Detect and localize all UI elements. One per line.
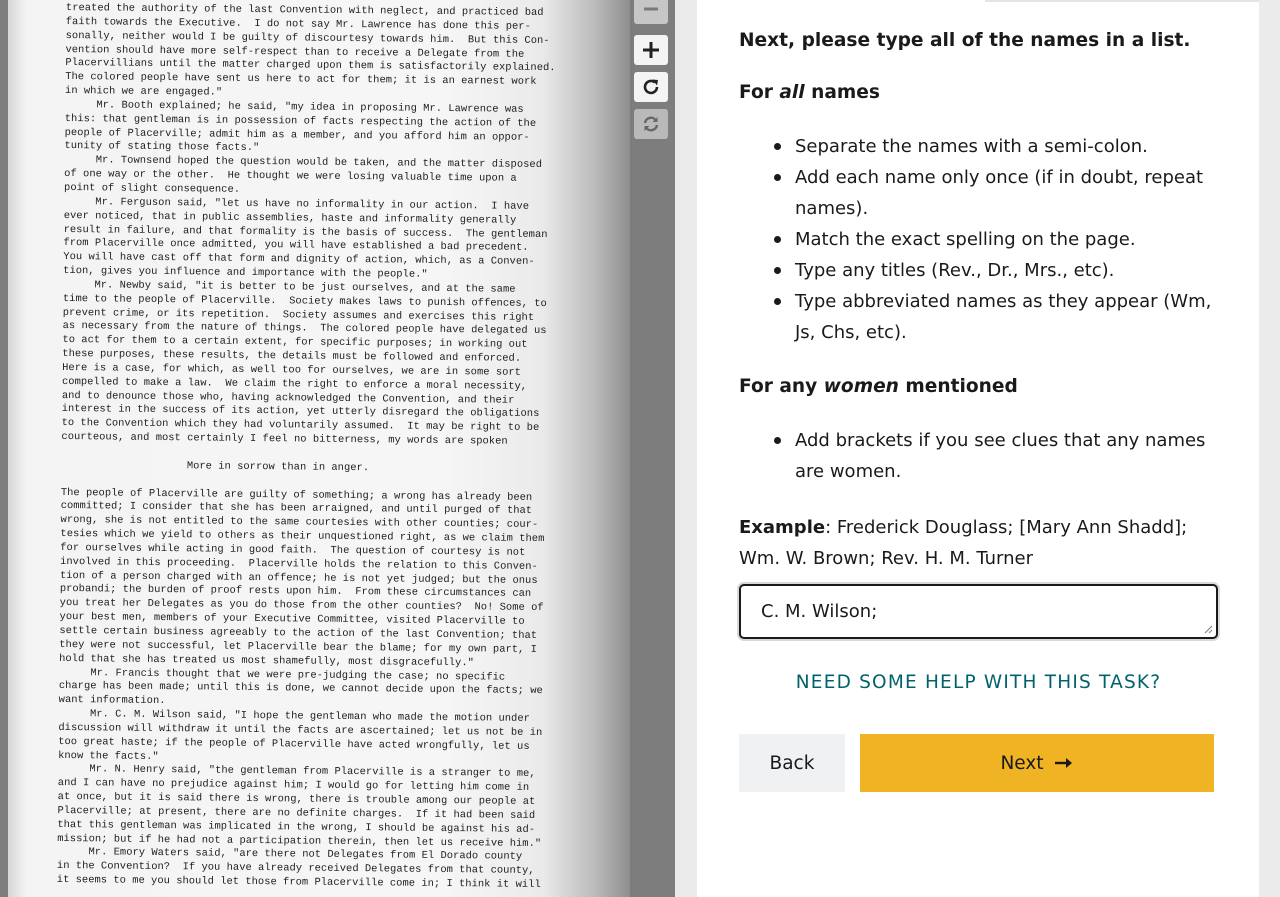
zoom-in-button[interactable]	[634, 35, 668, 65]
scanned-line: from Placerville once admitted, you will have established a bad precedent.	[63, 237, 529, 255]
scanned-line: More in sorrow than in anger.	[61, 458, 370, 475]
scanned-line: Here is a case, for which, as well too for ourselves, we are in some sort	[62, 361, 522, 379]
women-suffix: mentioned	[898, 376, 1018, 397]
scanned-line: for ourselves while acting in good faith. The question of courtesy is not	[60, 541, 526, 559]
scanned-line: result in failure, and that formality is the basis of success. The gentleman	[63, 223, 548, 241]
scanned-line: and to denounce those who, having acknowledged the Convention, and their	[61, 389, 515, 407]
scanned-line: time to the people of Placerville. Society makes laws to punish offences, to	[62, 292, 547, 310]
page-gutter	[1259, 0, 1280, 897]
scanned-line: courteous, and most certainly I feel no bitterness, my words are spoken	[61, 431, 508, 448]
scanned-line: ever noticed, that in public assemblies, haste and informality generally	[63, 209, 517, 227]
scanned-page[interactable]	[8, 0, 630, 897]
scanned-line: mission; but if he had not a participation therein, then let us receive him."	[57, 832, 542, 850]
scanned-line: and I can have no prejudice against him; I would go for letting him come in	[57, 777, 530, 795]
scanned-line: people of Placerville; admit him as a member, and you afford him an oppor-	[64, 126, 530, 144]
scanned-line: settle certain business agreeably to the action of the last Convention; that	[59, 624, 538, 642]
scanned-line: Mr. Ferguson said, "let us have no informality in our action. I have	[63, 195, 530, 213]
all-names-prefix: For	[739, 82, 780, 103]
scanned-line: in which we are engaged."	[65, 85, 223, 99]
list-item: Match the exact spelling on the page.	[795, 224, 1219, 255]
scanned-line: Mr. Townsend hoped the question would be taken, and the matter disposed	[64, 154, 543, 172]
scanned-line: compelled to make a law. We claim the right to enforce a moral necessity,	[61, 375, 528, 393]
scanned-line: Mr. Emory Waters said, "are there not Delegates from El Dorado county	[57, 846, 523, 864]
zoom-out-button[interactable]	[634, 0, 668, 24]
scanned-line: your best men, members of your Executive Committee, visited Placerville to	[59, 611, 525, 628]
women-rules-list	[739, 425, 1219, 487]
names-textarea-value: C. M. Wilson;	[761, 601, 878, 622]
scanned-line: Mr. C. M. Wilson said, "I hope the gentleman who made the motion under	[58, 707, 530, 725]
name-rules-list	[739, 131, 1219, 348]
resize-grip-icon[interactable]	[1203, 624, 1213, 634]
scanned-line: know the facts."	[58, 749, 159, 763]
example-value: : Frederick Douglass; [Mary Ann Shadd]; Wm. W. Brown; Rev. H. M. Turner	[739, 517, 1188, 569]
arrow-right-icon	[1054, 756, 1074, 770]
scanned-line: Placerville; at present, there are no definite charges. If it had been said	[57, 804, 536, 822]
scanned-line: The people of Placerville are guilty of something; a wrong has already been	[60, 486, 533, 504]
scanned-line: you treat her Delegates as you do those from the other counties? No! Some of	[59, 597, 544, 615]
scanned-line: wrong, she is not entitled to the same courtesies with other counties; cour-	[60, 514, 539, 532]
scanned-line: Mr. N. Henry said, "the gentleman from Placerville is a stranger to me,	[57, 763, 536, 781]
names-textarea[interactable]	[739, 584, 1218, 639]
scanned-line: prevent crime, or its repetition. Society assumes and exercises this right	[62, 306, 535, 324]
women-emphasis: women	[823, 376, 899, 397]
scanned-line: in the Convention? If you have already received Delegates from that county,	[56, 860, 535, 878]
scanned-line: tion, gives you influence and importance with the people."	[63, 265, 428, 281]
scanned-line: tunity of stating those facts."	[64, 140, 260, 155]
panel-divider	[985, 0, 1259, 2]
task-heading: Next, please type all of the names in a list.	[739, 30, 1191, 51]
women-prefix: For any	[739, 376, 824, 397]
rotate-icon	[641, 77, 661, 97]
scanned-line: involved in this proceeding. Placerville holds the relation to this Conven-	[60, 555, 538, 573]
scanned-line: Mr. Booth explained; he said, "my idea in proposing Mr. Lawrence was	[64, 98, 524, 116]
scanned-line: Mr. Newby said, "it is better to be just ourselves, and at the same	[62, 278, 516, 296]
scanned-line: hold that she has treated us most shamefully, most disgracefully."	[59, 652, 475, 669]
scanned-line: want information.	[58, 694, 166, 708]
scanned-line: at once, but it is said there is wrong, there is trouble among our people at	[57, 791, 536, 809]
reset-icon	[641, 114, 661, 134]
list-item: Add brackets if you see clues that any names are women.	[795, 425, 1219, 487]
reset-view-button[interactable]	[634, 109, 668, 139]
example-text	[739, 512, 1219, 574]
scanned-line: too great haste; if the people of Placerville have acted wrongfully, let us	[58, 735, 530, 753]
task-instructions	[739, 28, 1219, 574]
task-panel	[697, 0, 1259, 897]
minus-icon	[643, 1, 659, 17]
scanned-line: discussion will withdraw it until the facts are ascertained; let us not be in	[58, 721, 543, 739]
next-button-label: Next	[1000, 752, 1044, 774]
scanned-line: it seems to me you should let those from Placerville come in; I think it will	[56, 874, 541, 892]
scanned-line: vention should have more self-respect than to receive a Delegate from the	[65, 43, 525, 61]
scanned-line: point of slight consequence.	[63, 181, 241, 196]
scanned-line: sonally, neither would I be guilty of discourtesy towards him. But this Con-	[65, 29, 550, 47]
scanned-line: faith towards the Executive. I do not say Mr. Lawrence has done this per-	[65, 15, 531, 33]
women-heading	[739, 374, 1219, 400]
scanned-line: this: that gentleman is in possession of facts respecting the action of the	[64, 112, 537, 130]
scanned-line: that this gentleman was implicated in the wrong, I should be against his ad-	[57, 818, 536, 836]
help-link[interactable]: NEED SOME HELP WITH THIS TASK?	[795, 672, 1162, 693]
scanned-line: interest in the success of its action, yet utterly disregard the obligations	[61, 403, 540, 421]
scanned-line: they were not successful, let Placerville bear the blame; for my own part, I	[59, 638, 538, 656]
scanned-line: Mr. Francis thought that we were pre-judging the case; no specific	[58, 666, 506, 684]
plus-icon	[642, 41, 660, 59]
list-item: Type any titles (Rev., Dr., Mrs., etc).	[795, 255, 1219, 286]
scanned-line: as necessary from the nature of things. The colored people have delegated us	[62, 320, 547, 338]
example-label: Example	[739, 517, 826, 538]
scanned-line: charge has been made; until this is done, we cannot decide upon the facts; we	[58, 680, 543, 698]
scanned-line: treated the authority of the last Convention with neglect, and practiced bad	[65, 2, 544, 20]
scanned-line: to act for them to a certain extent, for specific purposes; in working out	[62, 334, 528, 352]
next-button[interactable]	[860, 734, 1214, 792]
list-item: Add each name only once (if in doubt, repeat names).	[795, 162, 1219, 224]
back-button[interactable]	[739, 734, 845, 792]
rotate-button[interactable]	[634, 72, 668, 102]
scanned-line: probandi; the burden of proof rests upon him. From these circumstances can	[59, 583, 532, 601]
list-item: Type abbreviated names as they appear (Wm, Js, Chs, etc).	[795, 286, 1219, 348]
scanned-line: The colored people have sent us here to act for them; it is an earnest work	[65, 71, 537, 89]
scanned-line: You will have cast off that form and dignity of action, which, as a Conven-	[63, 251, 535, 269]
scanned-line: Placervillians until the matter charged upon them is satisfactorily explained.	[65, 57, 556, 75]
back-button-label: Back	[769, 752, 815, 774]
all-names-emphasis: all	[779, 82, 805, 103]
scanned-line: these purposes, these results, the details must be followed and enforced.	[62, 348, 522, 365]
scanned-line: tion of a person charged with an offence; he is not yet judged; but the onus	[59, 569, 538, 587]
list-item: Separate the names with a semi-colon.	[795, 131, 1219, 162]
scanned-line: of one way or the other. He thought we were losing valuable time upon a	[64, 168, 517, 185]
scanned-line: tesies which we yield to others as their unquestioned right, as we claim them	[60, 528, 545, 546]
scanned-line: committed; I consider that she has been arraigned, and until purged of that	[60, 500, 533, 518]
all-names-suffix: names	[804, 82, 880, 103]
scanned-text	[57, 2, 606, 894]
all-names-heading	[739, 80, 1219, 106]
scanned-line: to the Convention which they had voluntarily assumed. It may be right to be	[61, 417, 540, 435]
